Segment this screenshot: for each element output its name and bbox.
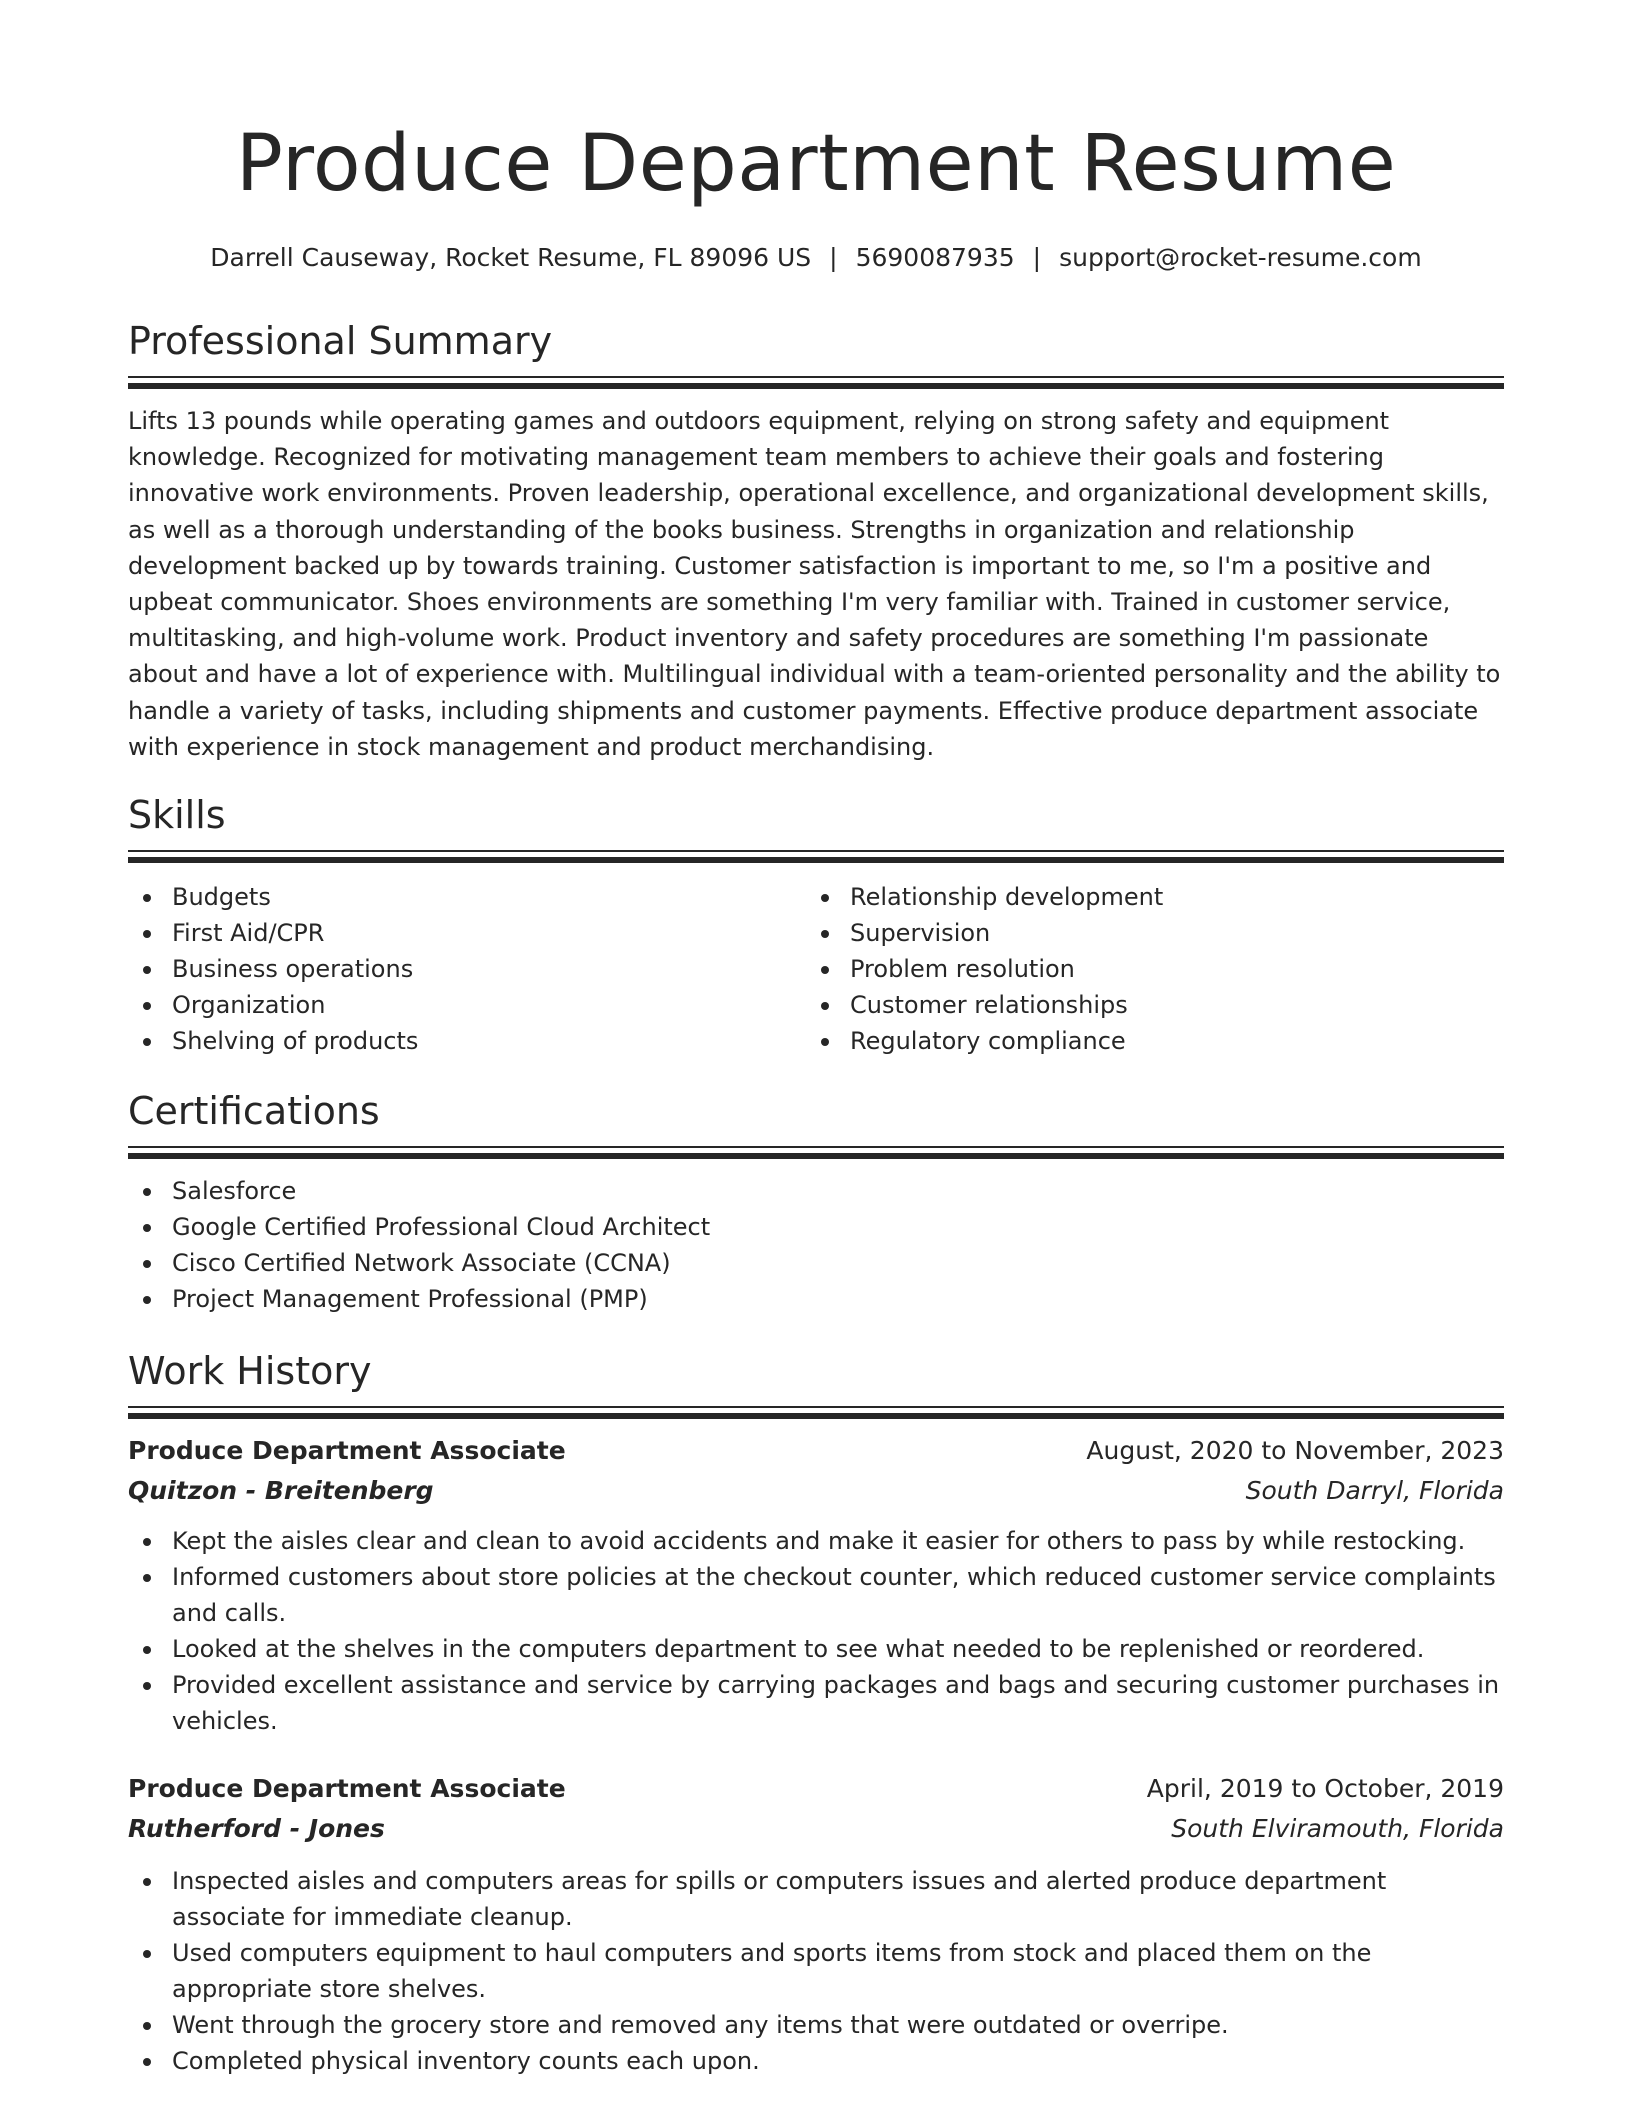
- job-duties-list: [128, 1863, 1504, 2079]
- job-duties-list: [128, 1523, 1504, 1739]
- list-item: Went through the grocery store and removed any items that were outdated or overripe.: [128, 2007, 1504, 2043]
- section-skills: [128, 792, 1504, 1059]
- job-title: Produce Department Associate: [128, 1436, 566, 1465]
- list-item: Completed physical inventory counts each upon.: [128, 2043, 1504, 2079]
- list-item: First Aid/CPR: [128, 915, 806, 951]
- contact-email: support@rocket-resume.com: [1059, 243, 1422, 272]
- section-work-history: [128, 1348, 1504, 2079]
- skills-list-left: [128, 879, 806, 1059]
- job-dates: April, 2019 to October, 2019: [1146, 1774, 1504, 1803]
- job-title: Produce Department Associate: [128, 1774, 566, 1803]
- job-company-row: [128, 1471, 1504, 1511]
- list-item: Budgets: [128, 879, 806, 915]
- list-item: Provided excellent assistance and service by carrying packages and bags and securing customer purchases in vehicles.: [128, 1667, 1504, 1739]
- job-company: Quitzon - Breitenberg: [128, 1476, 434, 1505]
- contact-separator: |: [829, 243, 838, 272]
- list-item: Salesforce: [128, 1173, 1504, 1209]
- list-item: Supervision: [806, 915, 1484, 951]
- section-divider: [128, 1146, 1504, 1159]
- section-divider: [128, 1406, 1504, 1419]
- list-item: Relationship development: [806, 879, 1484, 915]
- section-heading: Skills: [128, 793, 226, 837]
- list-item: Organization: [128, 987, 806, 1023]
- job-company-row: [128, 1809, 1504, 1849]
- skills-columns: [128, 879, 1504, 1059]
- job-location: South Elviramouth, Florida: [1171, 1814, 1504, 1843]
- list-item: Problem resolution: [806, 951, 1484, 987]
- list-item: Cisco Certified Network Associate (CCNA): [128, 1245, 1504, 1281]
- contact-phone: 5690087935: [855, 243, 1015, 272]
- list-item: Google Certified Professional Cloud Architect: [128, 1209, 1504, 1245]
- contact-line: [0, 242, 1632, 274]
- job-location: South Darryl, Florida: [1245, 1476, 1504, 1505]
- contact-separator: |: [1032, 243, 1042, 272]
- job-header-row: [128, 1769, 1504, 1809]
- section-divider: [128, 376, 1504, 389]
- job-dates: August, 2020 to November, 2023: [1086, 1436, 1504, 1465]
- list-item: Used computers equipment to haul computers and sports items from stock and placed them on the appropriate store shelves.: [128, 1935, 1504, 2007]
- section-professional-summary: [128, 318, 1504, 765]
- list-item: Customer relationships: [806, 987, 1484, 1023]
- section-heading: Work History: [128, 1349, 372, 1393]
- contact-address: Darrell Causeway, Rocket Resume, FL 89096 US: [210, 243, 812, 272]
- job-company: Rutherford - Jones: [128, 1814, 385, 1843]
- list-item: Shelving of products: [128, 1023, 806, 1059]
- list-item: Looked at the shelves in the computers department to see what needed to be replenished or reordered.: [128, 1631, 1504, 1667]
- list-item: Inspected aisles and computers areas for spills or computers issues and alerted produce department associate for immediate cleanup.: [128, 1863, 1504, 1935]
- section-divider: [128, 850, 1504, 863]
- list-item: Kept the aisles clear and clean to avoid accidents and make it easier for others to pass by while restocking.: [128, 1523, 1504, 1559]
- skills-list-right: [806, 879, 1484, 1059]
- section-heading: Professional Summary: [128, 319, 553, 363]
- job-entry: [128, 1769, 1504, 2079]
- list-item: Regulatory compliance: [806, 1023, 1484, 1059]
- certifications-list: [128, 1173, 1504, 1317]
- section-certifications: [128, 1088, 1504, 1317]
- list-item: Project Management Professional (PMP): [128, 1281, 1504, 1317]
- summary-text: Lifts 13 pounds while operating games and outdoors equipment, relying on strong safety and equipment knowledge. Recognized for motivating management team members to achieve their goals and fostering innovative work environments. Proven leadership, operational excellence, and organizational development skills, as well as a thorough understanding of the books business. Strengths in organization and relationship development backed up by towards training. Customer satisfaction is important to me, so I'm a positive and upbeat communicator. Shoes environments are something I'm very familiar with. Trained in customer service, multitasking, and high-volume work. Product inventory and safety procedures are something I'm passionate about and have a lot of experience with. Multilingual individual with a team-oriented personality and the ability to handle a variety of tasks, including shipments and customer payments. Effective produce department associate with experience in stock management and product merchandising.: [128, 407, 1501, 761]
- list-item: Business operations: [128, 951, 806, 987]
- page-title: Produce Department Resume: [235, 119, 1397, 209]
- job-entry: [128, 1431, 1504, 1739]
- list-item: Informed customers about store policies at the checkout counter, which reduced customer service complaints and calls.: [128, 1559, 1504, 1631]
- job-header-row: [128, 1431, 1504, 1471]
- section-heading: Certifications: [128, 1089, 380, 1133]
